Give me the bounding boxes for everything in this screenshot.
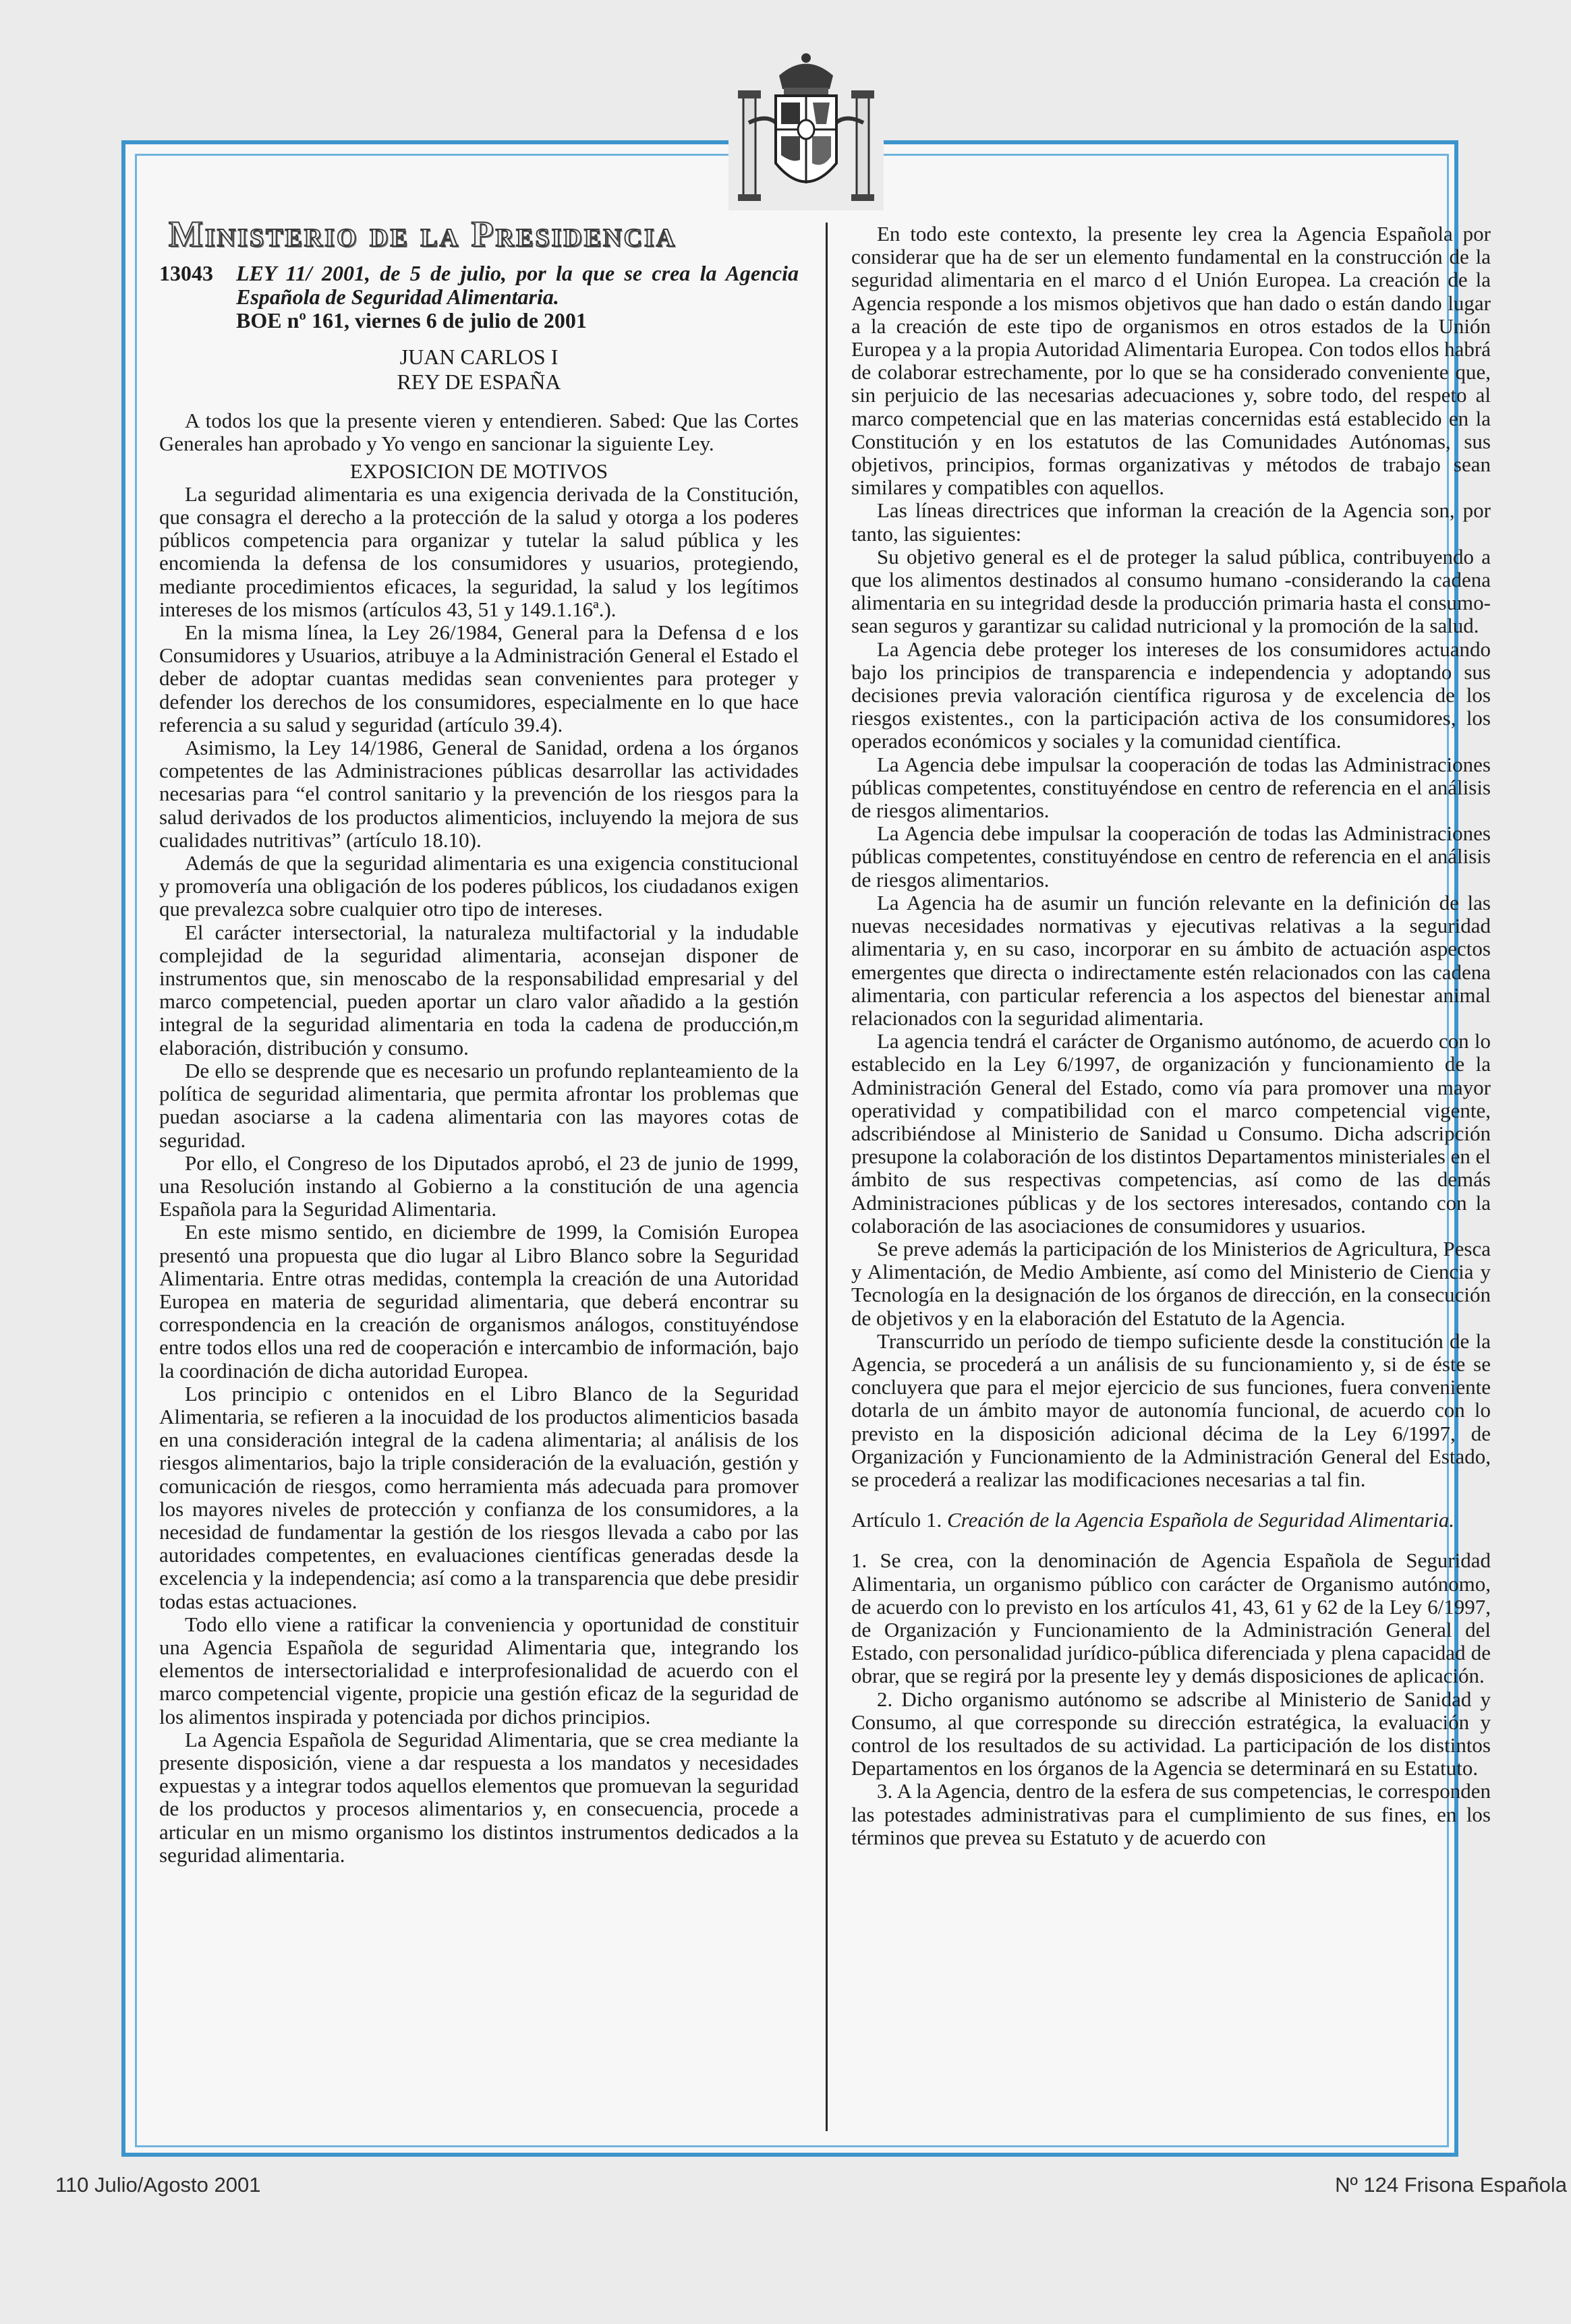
paragraph: El carácter intersectorial, la naturaleza multifactorial y la indudable complejidad de la seguridad alimentaria, aconsejan disponer de instrumentos que, sin menoscabo de la responsabilidad empresarial y del marco competencial, pueden aportar un claro valor añadido a la gestión integral de la seguridad alimentaria en toda la cadena de producción,m elaboración, distribución y consumo.: [159, 920, 799, 1059]
paragraph: La Agencia debe impulsar la cooperación de todas las Administraciones públicas competentes, constituyéndose en centro de referencia en el análisis de riesgos alimentarios.: [851, 821, 1491, 892]
footer-issue-date: 110 Julio/Agosto 2001: [55, 2173, 261, 2197]
paragraph: La Agencia debe proteger los intereses de los consumidores actuando bajo los principios de transparencia e independencia y adoptando sus decisiones previa valoración científica rigurosa y de excelencia de los riesgos existentes., con la participación activa de los consumidores, los operados económicos y sociales y la comunidad científica.: [851, 637, 1491, 753]
king-signature-block: [159, 345, 799, 395]
intro-paragraph: A todos los que la presente vieren y entendieren. Sabed: Que las Cortes Generales han aprobado y Yo vengo en sancionar la siguiente Ley.: [159, 409, 799, 456]
paragraph: De ello se desprende que es necesario un profundo replanteamiento de la política de seguridad alimentaria, que permita afrontar los problemas que puedan asociarse a la cadena alimentaria con las mayores cotas de seguridad.: [159, 1058, 799, 1152]
article-paragraph: 1. Se crea, con la denominación de Agencia Española de Seguridad Alimentaria, un organismo público con carácter de Organismo autónomo, de acuerdo con lo previsto en los artículos 41, 43, 61 y 62 de la Ley 6/1997, de Organización y Funcionamiento de la Administración General del Estado, con personalidad jurídico-pública diferenciada y plena capacidad de obrar, que se regirá por la presente ley y demás disposiciones de aplicación.: [851, 1548, 1491, 1688]
column-divider: [826, 223, 828, 2131]
ministry-title: Ministerio de la Presidencia: [169, 214, 677, 254]
article-paragraph: 2. Dicho organismo autónomo se adscribe al Ministerio de Sanidad y Consumo, al que corresponde su dirección estratégica, la evaluación y control de los resultados de su actividad. La participación de los distintos Departamentos en los órganos de la Agencia se determinará en su Estatuto.: [851, 1687, 1491, 1780]
paragraph: En este mismo sentido, en diciembre de 1999, la Comisión Europea presentó una propuesta que dio lugar al Libro Blanco sobre la Seguridad Alimentaria. Entre otras medidas, contempla la creación de una Autoridad Europea en materia de seguridad alimentaria, que deberá encontrar su correspondencia en la creación de organismos análogos, constituyéndose entre todos ellos una red de cooperación e intercambio de información, bajo la coordinación de dicha autoridad Europea.: [159, 1220, 799, 1383]
section-heading: EXPOSICION DE MOTIVOS: [349, 459, 608, 483]
article-heading: [851, 1509, 1491, 1532]
law-header: [159, 262, 799, 332]
article-title: Creación de la Agencia Española de Seguridad Alimentaria.: [947, 1508, 1455, 1532]
paragraph: Los principio c ontenidos en el Libro Blanco de la Seguridad Alimentaria, se refieren a la inocuidad de los productos alimenticios basada en una consideración integral de la cadena alimentaria; al análisis de los riesgos alimentarios, bajo la triple consideración de la evaluación, gestión y comunicación de riesgos, como herramienta más adecuada para promover los mayores niveles de protección y confianza de los consumidores, a la necesidad de fundamentar la gestión de los riesgos llevada a cabo por las autoridades competentes, en evaluaciones científicas generadas desde la excelencia y la independencia; así como a la transparencia que debe presidir todas estas actuaciones.: [159, 1381, 799, 1613]
paragraph: Además de que la seguridad alimentaria es una exigencia constitucional y promovería una obligación de los poderes públicos, los ciudadanos exigen que prevalezca sobre cualquier otro tipo de intereses.: [159, 851, 799, 921]
paragraph: Transcurrido un período de tiempo suficiente desde la constitución de la Agencia, se procederá a un análisis de su funcionamiento y, si de éste se concluyera que para el mejor ejercicio de sus funciones, fuera conveniente dotarla de un ámbito mayor de autonomía funcional, de acuerdo con lo previsto en la disposición adicional décima de la Ley 6/1997, de Organización y Funcionamiento de la Administración General del Estado, se procederá a realizar las modificaciones necesarias a tal fin.: [851, 1329, 1491, 1491]
paragraph: La agencia tendrá el carácter de Organismo autónomo, de acuerdo con lo establecido en la Ley 6/1997, de organización y funcionamiento de la Administración General del Estado, como vía para promover una mayor operatividad y compatibilidad con el marco competencial vigente, adscribiéndose al Ministerio de Sanidad u Consumo. Dicha adscripción presupone la colaboración de los distintos Departamentos ministeriales en el ámbito de sus respectivas competencias, así como de las demás Administraciones públicas y de los sectores interesados, contando con la colaboración de las asociaciones de consumidores y usuarios.: [851, 1029, 1491, 1238]
left-column: [159, 214, 799, 1867]
law-number: 13043: [159, 261, 213, 286]
article-label: Artículo 1.: [851, 1508, 942, 1532]
paragraph: La Agencia ha de asumir un función relevante en la definición de las nuevas necesidades normativas y ejecutivas relativas a la seguridad alimentaria y, en su caso, incorporar en su ámbito de actuación aspectos emergentes que directa o indirectamente estén relacionados con las cadena alimentaria, con particular referencia a los aspectos del bienestar animal relacionados con la seguridad alimentaria.: [851, 890, 1491, 1030]
boe-reference: BOE nº 161, viernes 6 de julio de 2001: [236, 308, 587, 333]
paragraph: En todo este contexto, la presente ley crea la Agencia Española por considerar que ha de ser un elemento fundamental en la construcción de la seguridad alimentaria en el marco d el Unión Europea. La creación de la Agencia responde a los mismos objetivos que han dado o están dando lugar a la creación de este tipo de organismos en otros estados de la Unión Europea y a la propia Autoridad Alimentaria Europea. Con todos ellos habrá de colaborar estrechamente, por lo que se ha considerado conveniente que, sin perjuicio de las necesarias adecuaciones y, sobre todo, del respeto al marco competencial que en las materias concernidas está establecido en la Constitución y en los estatutos de las Comunidades Autónomas, sus objetivos, principios, formas organizativas y métodos de trabajo sean similares y compatibles con aquellos.: [851, 222, 1491, 500]
paragraph: Su objetivo general es el de proteger la salud pública, contribuyendo a que los alimentos destinados al consumo humano -considerando la cadena alimentaria en su integridad desde la producción primaria hasta el consumo- sean seguros y garantizar su calidad nutricional y la promoción de la salud.: [851, 544, 1491, 638]
paragraph: La seguridad alimentaria es una exigencia derivada de la Constitución, que consagra el derecho a la protección de la salud y otorga a los poderes públicos competencia para organizar y tutelar la salud pública y les encomienda la defensa de los consumidores y usuarios, protegiendo, mediante procedimientos eficaces, la seguridad, la salud y los legítimos intereses de los mismos (artículos 43, 51 y 149.1.16ª.).: [159, 482, 799, 621]
paragraph: Por ello, el Congreso de los Diputados aprobó, el 23 de junio de 1999, una Resolución instando al Gobierno a la constitución de una agencia Española para la Seguridad Alimentaria.: [159, 1151, 799, 1221]
coat-of-arms-icon: [729, 49, 884, 210]
paragraph: Las líneas directrices que informan la creación de la Agencia son, por tanto, las siguientes:: [851, 498, 1491, 546]
footer-publication: Nº 124 Frisona Española: [1335, 2173, 1567, 2197]
paragraph: Se preve además la participación de los Ministerios de Agricultura, Pesca y Alimentación, de Medio Ambiente, así como del Ministerio de Ciencia y Tecnología en la designación de los órganos de dirección, en la consecución de objetivos y en la elaboración del Estatuto de la Agencia.: [851, 1236, 1491, 1330]
paragraph: Todo ello viene a ratificar la conveniencia y oportunidad de constituir una Agencia Española de seguridad Alimentaria que, integrando los elementos de intersectorialidad e interprofesionalidad de acuerdo con el marco competencial vigente, propicie una gestión eficaz de la seguridad de los alimentos inspirada y potenciada por dichos principios.: [159, 1612, 799, 1729]
king-title: REY DE ESPAÑA: [397, 370, 561, 395]
paragraph: La Agencia debe impulsar la cooperación de todas las Administraciones públicas competentes, constituyéndose en centro de referencia en el análisis de riesgos alimentarios.: [851, 752, 1491, 823]
paragraph: Asimismo, la Ley 14/1986, General de Sanidad, ordena a los órganos competentes de las Administraciones públicas desarrollar las actividades necesarias para “el control sanitario y la prevención de los riesgos para la salud derivados de los productos alimenticios, incluyendo la mejora de sus cualidades nutritivas” (artículo 18.10).: [159, 736, 799, 852]
paragraph: La Agencia Española de Seguridad Alimentaria, que se crea mediante la presente disposición, viene a dar respuesta a los mandatos y necesidades expuestas y a integrar todos aquellos elementos que promuevan la seguridad de los productos y procesos alimentarios y, en consecuencia, procede a articular en un mismo organismo los distintos instrumentos dedicados a la seguridad alimentaria.: [159, 1727, 799, 1867]
paragraph: En la misma línea, la Ley 26/1984, General para la Defensa d e los Consumidores y Usuarios, atribuye a la Administración General el Estado el deber de adoptar cuantas medidas sean convenientes para proteger y defender los derechos de los consumidores, especialmente en lo que hace referencia a su salud y seguridad (artículo 39.4).: [159, 620, 799, 736]
king-name: JUAN CARLOS I: [399, 345, 559, 370]
article-paragraph: 3. A la Agencia, dentro de la esfera de sus competencias, le corresponden las potestades administrativas para el cumplimiento de sus fines, en los términos que prevea su Estatuto y de acuerdo con: [851, 1779, 1491, 1849]
law-title: LEY 11/ 2001, de 5 de julio, por la que se crea la Agencia Española de Seguridad Alimentaria.: [236, 261, 799, 310]
right-column: [851, 223, 1491, 1849]
